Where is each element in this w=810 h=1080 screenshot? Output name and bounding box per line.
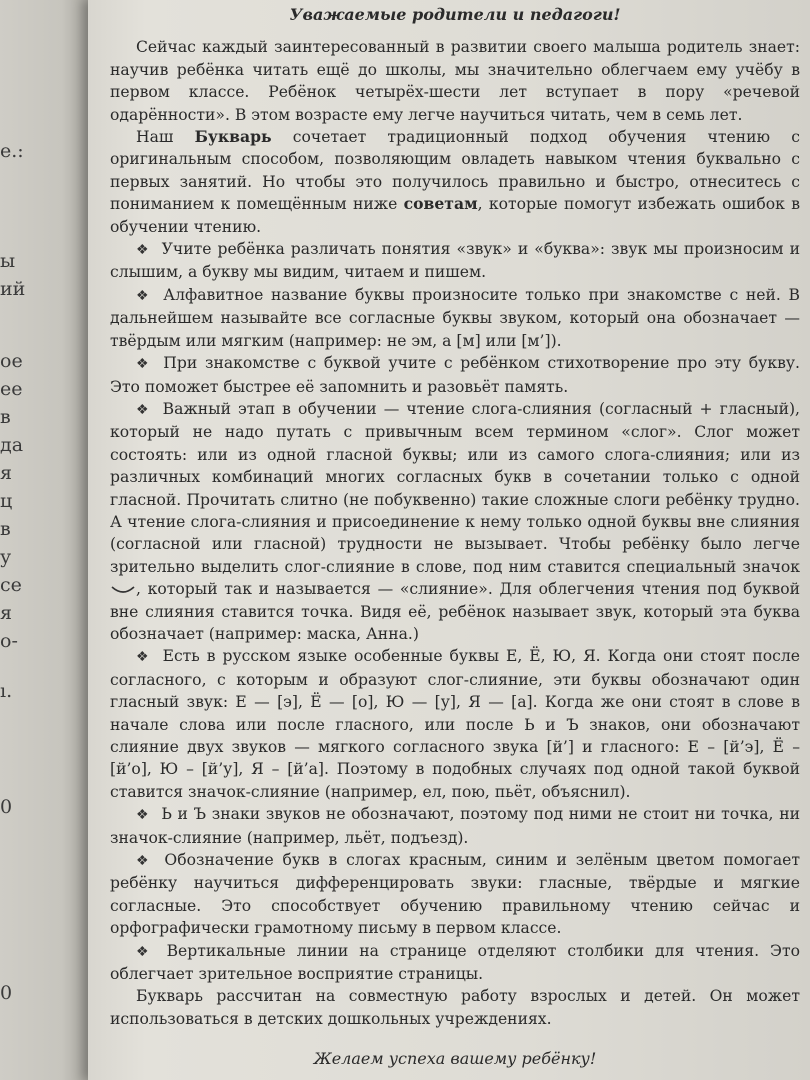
left-page-fragment: у	[0, 546, 12, 568]
tip-item	[110, 238, 800, 284]
bold-term-sovety: советам	[403, 194, 478, 214]
left-page-fragment: се	[0, 574, 22, 596]
text-run: сочетает традиционный подход обучения чтению с оригинальным способом, позволяющим овладеть навыком чтения буквально с первых занятий. Но чтобы это получилось правильно и быстро, отнеситесь с пониманием к помещённым ниже	[110, 128, 800, 214]
page-title: Уважаемые родители и педагоги!	[289, 5, 621, 24]
diamond-bullet-icon: ❖	[136, 853, 153, 870]
tip-text: Важный этап в обучении — чтение слога-слияния (согласный + гласный), который не надо путать с привычным всем термином «слог». Слог может состоять: или из одной гласной буквы; или из самого слога-слияния; или из различных комбинаций многих согласных букв в сочетании только с одной гласной. Прочитать слитно (не побуквенно) такие сложные слоги ребёнку трудно. А чтение слога-слияния и присоединение к нему только одной буквы вне слияния (согласной или гласной) трудности не вызывает. Чтобы ребёнку было легче зрительно выделить слог-слияние в слове, под ним ставится специальный значок	[110, 399, 801, 576]
slur-arc-icon	[110, 585, 136, 595]
left-page-fragment: 0	[0, 796, 13, 818]
tip-text: Ь и Ъ знаки звуков не обозначают, поэтому под ними не стоит ни точка, ни значок-слияние (например, льёт, подъезд).	[110, 805, 800, 847]
paragraph-summary: Букварь рассчитан на совместную работу взрослых и детей. Он может использоваться в детских дошкольных учреждениях.	[110, 987, 800, 1028]
left-page-fragment: я	[0, 462, 12, 484]
left-page-fragment: ее	[0, 378, 23, 400]
tip-item	[110, 849, 800, 940]
tip-text: Алфавитное название буквы произносите только при знакомстве с ней. В дальнейшем называйте все согласные буквы звуком, который она обозначает — твёрдым или мягким (например: не эм, а [м] или [м’]).	[110, 285, 800, 350]
left-page-fragment: о-	[0, 630, 18, 652]
tip-text: , который так и называется — «слияние». Для облегчения чтения под буквой вне слияния ставится точка. Видя её, ребёнок называет звук, который эта буква обозначает (например: маска, Анна.)	[110, 580, 800, 643]
left-page-fragment: да	[0, 434, 24, 456]
diamond-bullet-icon: ❖	[136, 807, 150, 824]
tip-text: Есть в русском языке особенные буквы Е, Ё, Ю, Я. Когда они стоят после согласного, с которым и образуют слог-слияние, эти буквы обозначают один гласный звук: Е — [э], Ё — [о], Ю — [у], Я — [а]. Когда же они стоят в слове в начале слова или после гласного, или после Ь и Ъ знаков, они обозначают слияние двух звуков — мягкого согласного звука [й’] и гласного: Е – [й’э], Ё – [й’о], Ю – [й’у], Я – [й’а]. Поэтому в подобных случаях под одной такой буквой ставится значок-слияние (например, ел, пою, пьёт, объяснил).	[110, 647, 800, 801]
diamond-bullet-icon: ❖	[136, 242, 150, 259]
diamond-bullet-icon: ❖	[136, 401, 151, 418]
left-page-fragment: ий	[0, 278, 26, 300]
tip-item	[110, 645, 800, 803]
tip-text: Вертикальные линии на странице отделяют столбики для чтения. Это облегчает зрительное восприятие страницы.	[110, 941, 800, 984]
left-page-fragment: я	[0, 602, 12, 624]
tip-text: Учите ребёнка различать понятия «звук» и «буква»: звук мы произносим и слышим, а букву мы видим, читаем и пишем.	[110, 240, 800, 282]
paragraph-intro-2	[110, 126, 800, 238]
bold-term-bukvar: Букварь	[194, 127, 272, 147]
diamond-bullet-icon: ❖	[136, 649, 151, 666]
text-run: , которые помогут избежать ошибок в обучении чтению.	[110, 195, 800, 236]
left-page-fragment: е.:	[0, 140, 24, 162]
tip-item	[110, 803, 800, 849]
tip-item	[110, 940, 800, 986]
tip-item	[110, 398, 800, 645]
tip-text: Обозначение букв в слогах красным, синим и зелёным цветом помогает ребёнку научиться дифференцировать звуки: гласные, твёрдые и мягкие согласные. Это способствует обучению правильному чтению сейчас и орфографически грамотному письму в первом классе.	[110, 851, 800, 938]
text-run: Наш	[136, 128, 195, 147]
book-page	[88, 0, 810, 1080]
left-page-fragment: 0	[0, 982, 13, 1004]
left-page-fragment: ы	[0, 250, 16, 272]
closing-wish: Желаем успеха вашему ребёнку!	[313, 1049, 597, 1069]
page-content	[110, 4, 800, 1071]
diamond-bullet-icon: ❖	[136, 943, 155, 960]
diamond-bullet-icon: ❖	[136, 287, 152, 304]
tip-text: При знакомстве с буквой учите с ребёнком стихотворение про эту букву. Это поможет быстрее её запомнить и разовьёт память.	[110, 354, 800, 396]
tip-item	[110, 352, 800, 398]
left-page-fragment: ı.	[0, 680, 13, 702]
tip-item	[110, 284, 800, 352]
left-page-fragment: в	[0, 406, 11, 428]
diamond-bullet-icon: ❖	[136, 356, 152, 373]
left-page	[0, 0, 88, 1080]
left-page-fragment: ое	[0, 350, 23, 372]
left-page-fragment: в	[0, 518, 11, 540]
paragraph-intro-1: Сейчас каждый заинтересованный в развитии своего малыша родитель знает: научив ребёнка читать ещё до школы, мы значительно облегчаем ему учёбу в первом классе. Ребёнок четырёх-шести лет вступает в пору «речевой одарённости». В этом возрасте ему легче научиться читать, чем в семь лет.	[110, 38, 800, 124]
left-page-fragment: ц	[0, 490, 13, 512]
